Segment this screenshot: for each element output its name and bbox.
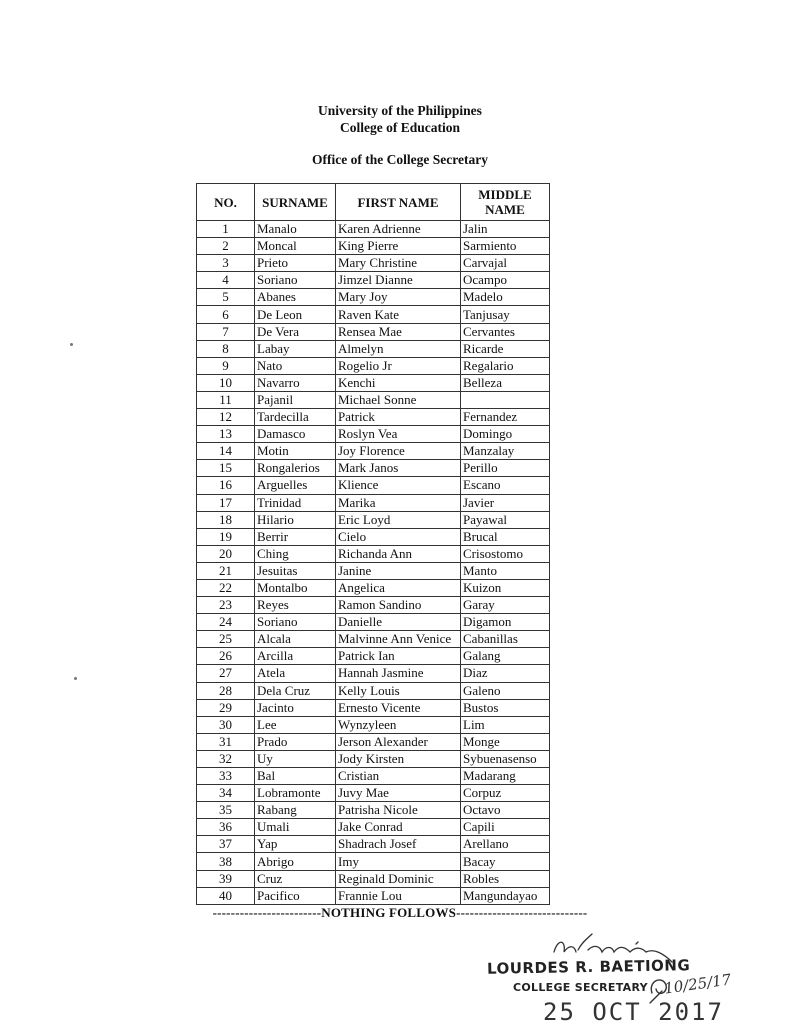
first-name-cell: Joy Florence [336, 443, 461, 460]
first-name-cell: Patrick Ian [336, 648, 461, 665]
surname-cell: De Vera [255, 323, 336, 340]
table-row [197, 511, 550, 528]
first-name-cell: Shadrach Josef [336, 836, 461, 853]
row-no-cell: 5 [197, 289, 255, 306]
stamp-date: 25 OCT 2017 [543, 998, 724, 1026]
first-name-cell: Cielo [336, 528, 461, 545]
middle-name-cell: Kuizon [461, 579, 550, 596]
first-name-cell: Hannah Jasmine [336, 665, 461, 682]
table-row [197, 426, 550, 443]
middle-name-cell: Robles [461, 870, 550, 887]
first-name-cell: Danielle [336, 614, 461, 631]
surname-cell: Jacinto [255, 699, 336, 716]
row-no-cell: 34 [197, 785, 255, 802]
surname-cell: Rabang [255, 802, 336, 819]
table-row [197, 545, 550, 562]
table-row [197, 221, 550, 238]
table-row [197, 682, 550, 699]
surname-cell: Pajanil [255, 391, 336, 408]
surname-cell: Hilario [255, 511, 336, 528]
first-name-cell: Cristian [336, 768, 461, 785]
middle-name-cell: Octavo [461, 802, 550, 819]
surname-cell: Prieto [255, 255, 336, 272]
row-no-cell: 22 [197, 579, 255, 596]
table-body [197, 221, 550, 905]
row-no-cell: 31 [197, 733, 255, 750]
col-header-no: NO. [197, 184, 255, 221]
college-name: College of Education [340, 120, 460, 135]
first-name-cell: Kenchi [336, 374, 461, 391]
row-no-cell: 20 [197, 545, 255, 562]
table-row [197, 819, 550, 836]
col-header-first-name: FIRST NAME [336, 184, 461, 221]
middle-name-cell: Perillo [461, 460, 550, 477]
surname-cell: Labay [255, 340, 336, 357]
middle-name-cell: Lim [461, 716, 550, 733]
first-name-cell: Jody Kirsten [336, 750, 461, 767]
first-name-cell: Jimzel Dianne [336, 272, 461, 289]
surname-cell: Abrigo [255, 853, 336, 870]
row-no-cell: 33 [197, 768, 255, 785]
middle-name-cell: Domingo [461, 426, 550, 443]
table-row [197, 443, 550, 460]
first-name-cell: Rensea Mae [336, 323, 461, 340]
row-no-cell: 27 [197, 665, 255, 682]
surname-cell: Uy [255, 750, 336, 767]
table-row [197, 631, 550, 648]
row-no-cell: 39 [197, 870, 255, 887]
first-name-cell: Janine [336, 562, 461, 579]
middle-name-cell: Carvajal [461, 255, 550, 272]
middle-name-cell: Jalin [461, 221, 550, 238]
surname-cell: Moncal [255, 238, 336, 255]
surname-cell: Nato [255, 357, 336, 374]
row-no-cell: 19 [197, 528, 255, 545]
office-name: Office of the College Secretary [312, 152, 488, 167]
surname-cell: Jesuitas [255, 562, 336, 579]
col-header-surname: SURNAME [255, 184, 336, 221]
surname-cell: Tardecilla [255, 409, 336, 426]
first-name-cell: Kelly Louis [336, 682, 461, 699]
first-name-cell: Richanda Ann [336, 545, 461, 562]
middle-name-cell: Capili [461, 819, 550, 836]
row-no-cell: 10 [197, 374, 255, 391]
first-name-cell: Patrick [336, 409, 461, 426]
table-row [197, 272, 550, 289]
middle-name-cell: Manto [461, 562, 550, 579]
middle-name-cell: Galeno [461, 682, 550, 699]
scan-speck [70, 343, 73, 346]
scan-speck [74, 677, 77, 680]
table-row [197, 768, 550, 785]
surname-cell: Abanes [255, 289, 336, 306]
table-row [197, 289, 550, 306]
table-row [197, 785, 550, 802]
surname-cell: Manalo [255, 221, 336, 238]
row-no-cell: 37 [197, 836, 255, 853]
row-no-cell: 16 [197, 477, 255, 494]
col-header-middle-name: MIDDLE NAME [461, 184, 550, 221]
table-row [197, 597, 550, 614]
row-no-cell: 6 [197, 306, 255, 323]
first-name-cell: King Pierre [336, 238, 461, 255]
first-name-cell: Klience [336, 477, 461, 494]
row-no-cell: 35 [197, 802, 255, 819]
row-no-cell: 8 [197, 340, 255, 357]
middle-name-cell: Garay [461, 597, 550, 614]
table-row [197, 665, 550, 682]
surname-cell: Cruz [255, 870, 336, 887]
first-name-cell: Roslyn Vea [336, 426, 461, 443]
middle-name-cell: Manzalay [461, 443, 550, 460]
middle-name-cell: Tanjusay [461, 306, 550, 323]
surname-cell: Motin [255, 443, 336, 460]
first-name-cell: Wynzyleen [336, 716, 461, 733]
table-row [197, 733, 550, 750]
row-no-cell: 30 [197, 716, 255, 733]
first-name-cell: Marika [336, 494, 461, 511]
row-no-cell: 12 [197, 409, 255, 426]
middle-name-cell: Arellano [461, 836, 550, 853]
surname-cell: Ching [255, 545, 336, 562]
surname-cell: Prado [255, 733, 336, 750]
first-name-cell: Eric Loyd [336, 511, 461, 528]
surname-cell: Berrir [255, 528, 336, 545]
first-name-cell: Frannie Lou [336, 887, 461, 904]
table-row [197, 870, 550, 887]
table-row [197, 579, 550, 596]
table-row [197, 340, 550, 357]
first-name-cell: Rogelio Jr [336, 357, 461, 374]
table-header-row [197, 184, 550, 221]
table-row [197, 853, 550, 870]
middle-name-cell: Escano [461, 477, 550, 494]
middle-name-cell: Bustos [461, 699, 550, 716]
row-no-cell: 2 [197, 238, 255, 255]
middle-name-cell: Ocampo [461, 272, 550, 289]
university-name: University of the Philippines [318, 103, 482, 118]
middle-name-cell: Fernandez [461, 409, 550, 426]
first-name-cell: Mary Christine [336, 255, 461, 272]
first-name-cell: Raven Kate [336, 306, 461, 323]
first-name-cell: Ernesto Vicente [336, 699, 461, 716]
row-no-cell: 14 [197, 443, 255, 460]
table-row [197, 477, 550, 494]
table-row [197, 323, 550, 340]
first-name-cell: Malvinne Ann Venice [336, 631, 461, 648]
surname-cell: Atela [255, 665, 336, 682]
middle-name-cell: Payawal [461, 511, 550, 528]
first-name-cell: Imy [336, 853, 461, 870]
surname-cell: Bal [255, 768, 336, 785]
table-row [197, 614, 550, 631]
first-name-cell: Ramon Sandino [336, 597, 461, 614]
row-no-cell: 36 [197, 819, 255, 836]
row-no-cell: 23 [197, 597, 255, 614]
middle-name-cell: Monge [461, 733, 550, 750]
first-name-cell: Mary Joy [336, 289, 461, 306]
surname-cell: De Leon [255, 306, 336, 323]
initial-date-handwritten: 10/25/17 [663, 970, 733, 998]
middle-name-cell: Sybuenasenso [461, 750, 550, 767]
student-roster-table [196, 183, 550, 905]
surname-cell: Lobramonte [255, 785, 336, 802]
surname-cell: Pacifico [255, 887, 336, 904]
row-no-cell: 25 [197, 631, 255, 648]
row-no-cell: 1 [197, 221, 255, 238]
surname-cell: Rongalerios [255, 460, 336, 477]
row-no-cell: 32 [197, 750, 255, 767]
middle-name-cell: Cabanillas [461, 631, 550, 648]
table-row [197, 802, 550, 819]
row-no-cell: 17 [197, 494, 255, 511]
surname-cell: Alcala [255, 631, 336, 648]
surname-cell: Dela Cruz [255, 682, 336, 699]
row-no-cell: 40 [197, 887, 255, 904]
middle-name-cell: Sarmiento [461, 238, 550, 255]
middle-name-cell: Madelo [461, 289, 550, 306]
table-row [197, 562, 550, 579]
first-name-cell: Juvy Mae [336, 785, 461, 802]
surname-cell: Trinidad [255, 494, 336, 511]
nothing-follows-line: ------------------------NOTHING FOLLOWS----------------------------- [212, 905, 588, 920]
first-name-cell: Jerson Alexander [336, 733, 461, 750]
surname-cell: Damasco [255, 426, 336, 443]
table-row [197, 716, 550, 733]
table-row [197, 836, 550, 853]
middle-name-cell: Digamon [461, 614, 550, 631]
surname-cell: Yap [255, 836, 336, 853]
first-name-cell: Karen Adrienne [336, 221, 461, 238]
first-name-cell: Mark Janos [336, 460, 461, 477]
row-no-cell: 7 [197, 323, 255, 340]
table-row [197, 648, 550, 665]
row-no-cell: 28 [197, 682, 255, 699]
table-row [197, 699, 550, 716]
middle-name-cell: Madarang [461, 768, 550, 785]
middle-name-cell: Javier [461, 494, 550, 511]
surname-cell: Navarro [255, 374, 336, 391]
middle-name-cell: Brucal [461, 528, 550, 545]
table-row [197, 357, 550, 374]
table-row [197, 374, 550, 391]
table-row [197, 887, 550, 904]
surname-cell: Arcilla [255, 648, 336, 665]
middle-name-cell: Belleza [461, 374, 550, 391]
middle-name-cell: Galang [461, 648, 550, 665]
row-no-cell: 29 [197, 699, 255, 716]
table-row [197, 306, 550, 323]
first-name-cell: Reginald Dominic [336, 870, 461, 887]
table-row [197, 494, 550, 511]
table-row [197, 409, 550, 426]
stamp-name: LOURDES R. BAETIONG [486, 956, 691, 978]
surname-cell: Reyes [255, 597, 336, 614]
middle-name-cell [461, 391, 550, 408]
row-no-cell: 24 [197, 614, 255, 631]
first-name-cell: Jake Conrad [336, 819, 461, 836]
table-row [197, 460, 550, 477]
table-row [197, 238, 550, 255]
middle-name-cell: Mangundayao [461, 887, 550, 904]
surname-cell: Montalbo [255, 579, 336, 596]
stamp-title: COLLEGE SECRETARY [513, 981, 648, 994]
table-row [197, 391, 550, 408]
table-row [197, 528, 550, 545]
surname-cell: Soriano [255, 614, 336, 631]
middle-name-cell: Cervantes [461, 323, 550, 340]
row-no-cell: 13 [197, 426, 255, 443]
row-no-cell: 9 [197, 357, 255, 374]
middle-name-cell: Ricarde [461, 340, 550, 357]
first-name-cell: Patrisha Nicole [336, 802, 461, 819]
row-no-cell: 26 [197, 648, 255, 665]
first-name-cell: Angelica [336, 579, 461, 596]
table-row [197, 750, 550, 767]
surname-cell: Arguelles [255, 477, 336, 494]
middle-name-cell: Corpuz [461, 785, 550, 802]
table-row [197, 255, 550, 272]
row-no-cell: 15 [197, 460, 255, 477]
row-no-cell: 3 [197, 255, 255, 272]
first-name-cell: Almelyn [336, 340, 461, 357]
middle-name-cell: Bacay [461, 853, 550, 870]
surname-cell: Soriano [255, 272, 336, 289]
row-no-cell: 4 [197, 272, 255, 289]
surname-cell: Umali [255, 819, 336, 836]
middle-name-cell: Diaz [461, 665, 550, 682]
surname-cell: Lee [255, 716, 336, 733]
row-no-cell: 11 [197, 391, 255, 408]
first-name-cell: Michael Sonne [336, 391, 461, 408]
row-no-cell: 18 [197, 511, 255, 528]
row-no-cell: 21 [197, 562, 255, 579]
row-no-cell: 38 [197, 853, 255, 870]
middle-name-cell: Crisostomo [461, 545, 550, 562]
middle-name-cell: Regalario [461, 357, 550, 374]
